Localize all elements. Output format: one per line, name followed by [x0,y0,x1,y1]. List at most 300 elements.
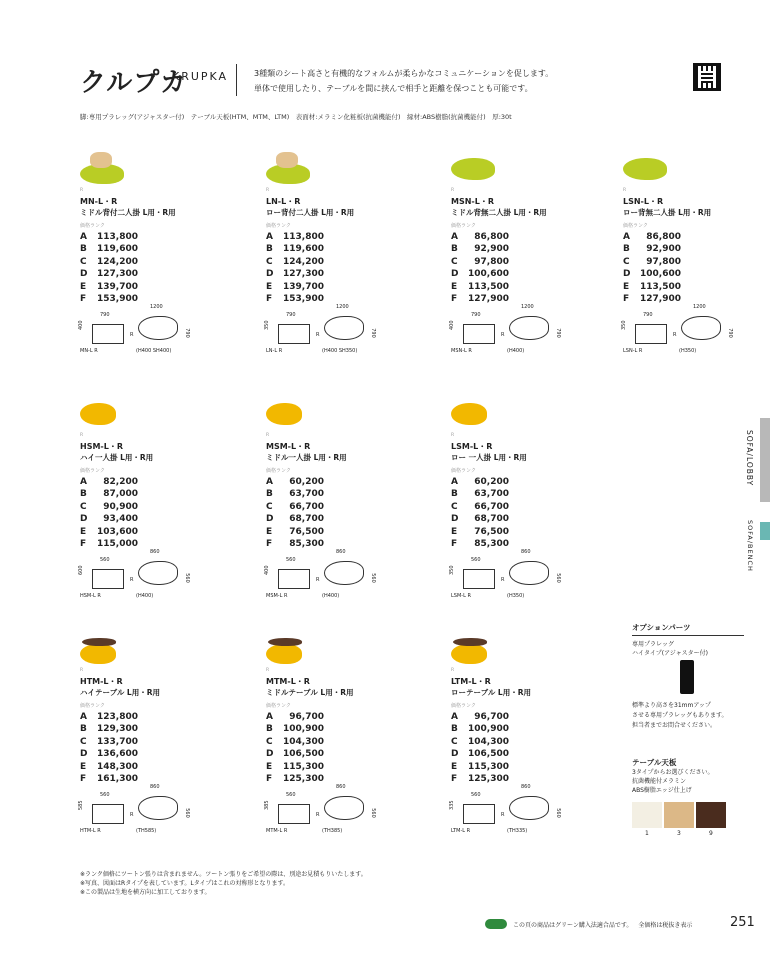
price-grade: B [623,244,630,255]
dimension-diagram [264,304,376,366]
dim-depth: 790 [726,328,733,338]
product-code: HSM-L・R [80,442,123,451]
price-value: 119,600 [97,244,138,255]
product-image [623,150,683,186]
price-value: 90,900 [103,501,138,512]
options-note-2: させる専用プラレッグもあります。 [632,712,728,719]
page-title-en: KRUPKA [172,70,229,83]
dim-width-1: 790 [286,312,296,318]
price-value: 68,700 [289,514,324,525]
price-grade: D [266,749,274,760]
product-name: ロー 一人掛 L用・R用 [451,453,527,462]
price-row [80,538,138,550]
price-grade: E [451,281,458,292]
side-tab-sofa-bench[interactable]: SOFA/BENCH [746,520,754,572]
price-grade: E [451,761,458,772]
options-section [632,622,744,658]
dim-width-2: 1200 [150,304,163,310]
top-view [509,796,549,820]
product-image [451,630,511,666]
price-value: 153,900 [283,294,324,305]
options-note [632,701,727,731]
qr-code-icon[interactable] [693,63,721,91]
dimension-diagram [449,549,561,611]
dim-code: HSM-L R [80,593,101,599]
dim-heights: (H400 SH350) [322,348,358,354]
plan-view [278,324,310,344]
dim-depth: 790 [183,328,190,338]
price-value: 92,900 [646,244,681,255]
table-top-desc [632,768,714,795]
price-value: 60,200 [474,477,509,487]
price-value: 123,800 [97,712,138,722]
product-code: LSM-L・R [451,442,493,451]
price-value: 100,900 [468,724,509,735]
swatch-1[interactable] [632,802,662,828]
dim-r: R [673,332,677,338]
dimension-diagram [264,784,376,846]
desc-line-1: 3種類のシート高さと有機的なフォルムが柔らかなコミュニケーションを促します。 [254,69,554,78]
price-value: 86,800 [646,232,681,242]
price-grade: D [623,269,631,280]
dim-depth: 560 [554,573,561,583]
product-code: HTM-L・R [80,677,123,686]
price-grade: C [266,256,273,267]
rank-label: 価格ランク [266,223,291,229]
price-grade: E [80,281,87,292]
side-tab-bar [760,418,770,502]
price-list [451,476,509,550]
price-row [451,513,509,525]
dim-r: R [316,577,320,583]
footer-green-text: この頁の商品はグリーン購入法適合品です。 [513,921,633,929]
price-row [451,538,509,550]
price-list [266,711,324,785]
dimension-diagram [449,304,561,366]
price-value: 125,300 [283,774,324,785]
price-row [451,761,509,773]
price-grade: E [266,761,273,772]
price-value: 127,300 [97,269,138,280]
price-grade: A [451,232,458,242]
price-grade: D [266,269,274,280]
price-grade: E [80,526,87,537]
r-mark: R [80,668,84,673]
price-value: 97,800 [646,256,681,267]
price-grade: D [451,269,459,280]
price-grade: A [266,232,273,242]
rank-label: 価格ランク [80,468,105,474]
price-row [80,501,138,513]
top-view [324,796,364,820]
price-row [266,761,324,773]
product-image [266,150,326,186]
price-value: 97,800 [474,256,509,267]
product-image [266,630,326,666]
dim-width-1: 560 [286,557,296,563]
dim-code: MSN-L R [451,348,472,354]
price-grade: A [80,232,87,242]
price-value: 127,900 [468,294,509,305]
price-value: 153,900 [97,294,138,305]
price-value: 148,300 [97,761,138,772]
price-grade: A [80,712,87,722]
price-row [451,231,509,243]
price-grade: B [266,489,273,500]
product-name: ローテーブル L用・R用 [451,688,531,697]
table-top-desc-1: 3タイプからお選びください。 [632,769,714,776]
side-tab-active-bar [760,522,770,540]
dim-height: 385 [264,800,270,810]
dim-width-1: 790 [471,312,481,318]
price-grade: C [451,501,458,512]
plan-view [92,324,124,344]
price-value: 85,300 [474,539,509,550]
price-row [451,736,509,748]
price-value: 100,600 [468,269,509,280]
product-code: LTM-L・R [451,677,491,686]
price-grade: D [80,269,88,280]
dim-r: R [501,812,505,818]
dim-width-1: 560 [471,557,481,563]
price-grade: A [451,712,458,722]
price-row [80,256,138,268]
plastic-leg-image [680,660,694,694]
rank-label: 価格ランク [623,223,648,229]
price-row [451,723,509,735]
rank-label: 価格ランク [266,703,291,709]
product-image [80,630,140,666]
dim-heights: (H400) [136,593,154,599]
dim-code: LSM-L R [451,593,471,599]
price-row [80,513,138,525]
side-tab-sofa-lobby[interactable]: SOFA/LOBBY [745,430,754,487]
plan-view [92,804,124,824]
price-list [451,231,509,305]
price-grade: C [266,501,273,512]
r-mark: R [80,433,84,438]
price-row [451,476,509,488]
price-row [80,231,138,243]
price-list [266,231,324,305]
price-row [266,476,324,488]
price-value: 92,900 [474,244,509,255]
price-grade: F [451,539,458,550]
page-title: クルプカ [80,68,187,98]
page-number: 251 [730,915,755,930]
price-row [80,268,138,280]
plan-view [278,569,310,589]
swatch-label-3: 3 [677,830,681,837]
price-value: 115,300 [468,761,509,772]
table-top-desc-3: ABS樹脂エッジ仕上げ [632,787,692,794]
rank-label: 価格ランク [80,703,105,709]
price-list [266,476,324,550]
dim-heights: (TH385) [322,828,343,834]
dim-width-2: 1200 [521,304,534,310]
dim-code: LN-L R [266,348,283,354]
price-value: 113,500 [640,281,681,292]
price-grade: B [266,724,273,735]
price-row [80,281,138,293]
dim-heights: (TH335) [507,828,528,834]
desc-line-2: 単体で使用したり、テーブルを間に挟んで相手と距離を保つことも可能です。 [254,84,533,93]
price-value: 133,700 [97,736,138,747]
note-2: ※写真、図面はRタイプを表しています。Lタイプはこれの対称形となります。 [80,880,289,887]
dim-height: 350 [621,320,627,330]
price-grade: C [80,736,87,747]
dim-r: R [130,577,134,583]
dimension-diagram [449,784,561,846]
price-grade: E [266,526,273,537]
price-row [266,268,324,280]
price-row [266,488,324,500]
top-view [138,796,178,820]
price-grade: F [80,774,87,785]
price-value: 124,200 [97,256,138,267]
dim-heights: (H400) [322,593,340,599]
dim-width-1: 790 [643,312,653,318]
options-title: オプションパーツ [632,622,744,636]
price-grade: B [80,244,87,255]
product-name: ミドル背付二人掛 L用・R用 [80,208,176,217]
price-grade: D [80,514,88,525]
price-value: 68,700 [474,514,509,525]
price-grade: B [451,489,458,500]
dim-heights: (H400 SH400) [136,348,172,354]
price-value: 63,700 [289,489,324,500]
product-name: ロー背無二人掛 L用・R用 [623,208,712,217]
dim-width-2: 860 [521,784,531,790]
price-grade: E [623,281,630,292]
price-row [80,711,138,723]
price-grade: E [451,526,458,537]
price-row [623,281,681,293]
price-value: 66,700 [474,501,509,512]
price-grade: F [451,774,458,785]
price-row [451,281,509,293]
product-name: ミドル背無二人掛 L用・R用 [451,208,547,217]
dim-height: 400 [78,320,84,330]
plan-view [635,324,667,344]
dimension-diagram [78,549,190,611]
plan-view [278,804,310,824]
r-mark: R [451,433,455,438]
price-value: 113,800 [97,232,138,242]
options-subtitle [632,640,744,658]
price-row [623,268,681,280]
price-grade: F [266,774,273,785]
price-row [451,748,509,760]
price-value: 104,300 [468,736,509,747]
price-row [451,773,509,785]
dim-r: R [316,812,320,818]
price-value: 82,200 [103,477,138,487]
table-top-desc-2: 抗菌機能付メラミン [632,778,687,785]
price-value: 124,200 [283,256,324,267]
price-value: 76,500 [474,526,509,537]
dim-r: R [130,812,134,818]
price-value: 60,200 [289,477,324,487]
dim-depth: 560 [183,573,190,583]
swatch-9[interactable] [696,802,726,828]
top-view [509,561,549,585]
price-value: 106,500 [283,749,324,760]
price-grade: F [80,539,87,550]
r-mark: R [80,188,84,193]
swatch-3[interactable] [664,802,694,828]
rank-label: 価格ランク [266,468,291,474]
price-value: 139,700 [283,281,324,292]
dim-height: 400 [264,565,270,575]
dim-depth: 790 [369,328,376,338]
dim-depth: 790 [554,328,561,338]
dim-height: 335 [449,800,455,810]
product-image [80,395,140,431]
price-row [80,488,138,500]
dim-code: MN-L R [80,348,98,354]
dim-height: 585 [78,800,84,810]
dim-width-1: 560 [471,792,481,798]
price-row [451,256,509,268]
description [254,66,553,96]
price-row [266,256,324,268]
dim-r: R [501,577,505,583]
price-row [80,736,138,748]
top-view [138,316,178,340]
price-value: 115,300 [283,761,324,772]
dim-width-2: 1200 [693,304,706,310]
plan-view [463,804,495,824]
swatch-label-9: 9 [709,830,713,837]
product-code: MSM-L・R [266,442,311,451]
dim-width-1: 560 [100,792,110,798]
price-row [451,293,509,305]
dim-depth: 560 [369,808,376,818]
price-row [451,243,509,255]
plan-view [463,569,495,589]
price-value: 127,300 [283,269,324,280]
rank-label: 価格ランク [451,223,476,229]
price-value: 113,500 [468,281,509,292]
dim-width-2: 1200 [336,304,349,310]
dim-width-2: 860 [521,549,531,555]
dim-height: 400 [449,320,455,330]
price-row [623,231,681,243]
note-1: ※ランク価格にツートン張りは含まれません。ツートン張りをご希望の際は、別途お見積もりいたします。 [80,871,367,878]
price-value: 76,500 [289,526,324,537]
price-row [451,501,509,513]
price-list [451,711,509,785]
dim-heights: (H350) [679,348,697,354]
price-row [266,243,324,255]
top-view [324,316,364,340]
product-name: ミドル一人掛 L用・R用 [266,453,347,462]
price-row [451,526,509,538]
price-row [451,711,509,723]
price-value: 96,700 [474,712,509,722]
price-row [266,293,324,305]
price-value: 63,700 [474,489,509,500]
price-row [80,761,138,773]
dim-r: R [316,332,320,338]
dim-width-1: 560 [286,792,296,798]
price-grade: C [80,256,87,267]
dim-r: R [130,332,134,338]
price-grade: D [451,514,459,525]
price-row [80,476,138,488]
price-row [266,526,324,538]
price-grade: B [451,724,458,735]
price-value: 115,000 [97,539,138,550]
price-value: 106,500 [468,749,509,760]
product-image [451,150,511,186]
price-grade: F [266,294,273,305]
price-row [266,711,324,723]
r-mark: R [266,668,270,673]
dim-r: R [501,332,505,338]
price-value: 104,300 [283,736,324,747]
spec-line: 脚:専用プラレッグ(アジャスター付) テーブル天板(HTM、MTM、LTM) 表面材:メラミン化粧板(抗菌機能付) 縁材:ABS樹脂(抗菌機能付) 厚:30t [80,113,512,121]
price-grade: F [451,294,458,305]
price-grade: A [451,477,458,487]
price-row [623,256,681,268]
price-value: 103,600 [97,526,138,537]
price-value: 85,300 [289,539,324,550]
price-grade: B [266,244,273,255]
price-grade: C [80,501,87,512]
price-grade: C [266,736,273,747]
price-row [451,268,509,280]
footer [485,919,692,929]
footer-tax-text: 全価格は税抜き表示 [638,921,693,929]
price-grade: B [451,244,458,255]
price-row [266,538,324,550]
price-grade: C [451,736,458,747]
dim-height: 600 [78,565,84,575]
rank-label: 価格ランク [451,703,476,709]
price-row [266,723,324,735]
price-list [80,231,138,305]
price-grade: B [80,724,87,735]
price-list [623,231,681,305]
product-code: LN-L・R [266,197,301,206]
price-row [266,748,324,760]
price-value: 100,900 [283,724,324,735]
price-grade: E [80,761,87,772]
price-value: 100,600 [640,269,681,280]
dim-width-2: 860 [336,549,346,555]
dim-code: HTM-L R [80,828,101,834]
price-value: 129,300 [97,724,138,735]
r-mark: R [266,188,270,193]
options-sub-2: ハイタイプ(アジャスター付) [632,650,709,657]
price-list [80,711,138,785]
r-mark: R [451,188,455,193]
product-image [266,395,326,431]
price-value: 136,600 [97,749,138,760]
price-value: 93,400 [103,514,138,525]
dimension-diagram [264,549,376,611]
price-grade: F [266,539,273,550]
dim-width-2: 860 [150,549,160,555]
price-value: 139,700 [97,281,138,292]
price-list [80,476,138,550]
price-value: 119,600 [283,244,324,255]
rank-label: 価格ランク [80,223,105,229]
product-name: ロー背付二人掛 L用・R用 [266,208,355,217]
options-note-1: 標準より高さを31mmアップ [632,702,711,709]
